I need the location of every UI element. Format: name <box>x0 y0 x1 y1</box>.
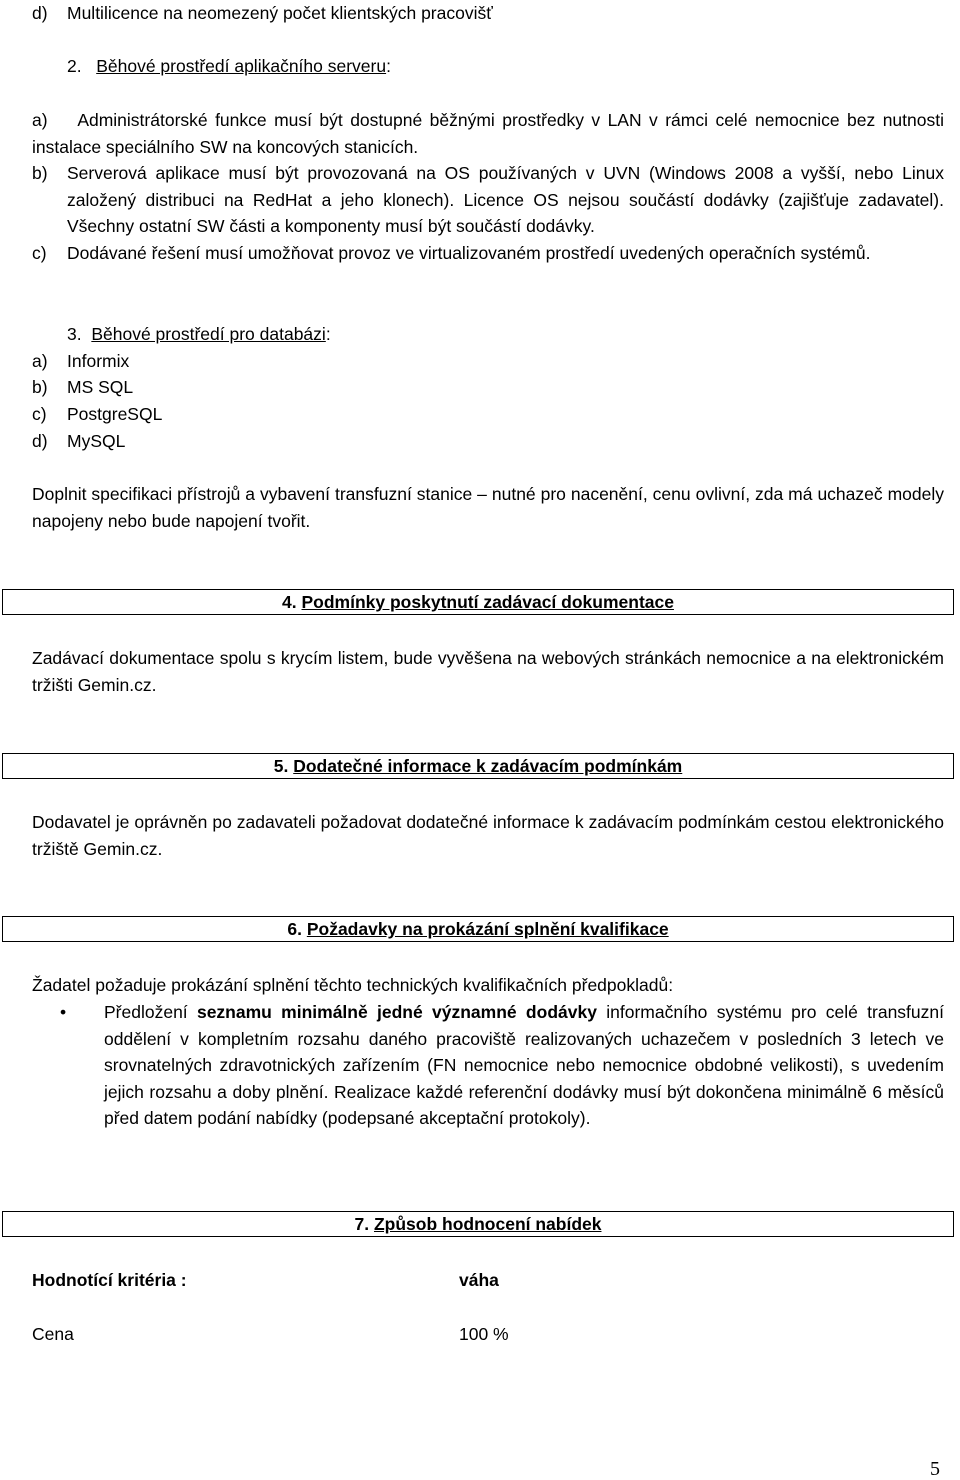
section-number: 4. <box>282 592 297 612</box>
section-5-body: Dodavatel je oprávněn po zadavateli požadovat dodatečné informace k zadávacím podmínkám cestou elektronického tržiště Gemin.cz. <box>32 812 944 859</box>
bullet-text-post: informačního systému pro celé transfuzní oddělení v kompletním rozsahu daného pracoviště realizovaných uchazečem v posledních 3 letech ve srovnatelných zdravotnických zařízením (FN nemocnice nebo nemocnice obdobné velikosti), s uvedením jejich rozsahu a doby plnění. Realizace každé referenční dodávky musí být dokončena minimálně 6 měsíců před datem podání nabídky (podepsané akceptační protokoly). <box>104 1002 944 1128</box>
list-item-text: MySQL <box>67 431 126 451</box>
section-number: 6. <box>287 919 302 939</box>
list-item <box>32 107 944 160</box>
list-item <box>32 160 944 240</box>
list-marker: b) <box>32 163 48 183</box>
section-6-intro: Žadatel požaduje prokázání splnění těchto technických kvalifikačních předpokladů: <box>32 975 674 995</box>
section-number: 7. <box>354 1214 370 1234</box>
list-item-text: PostgreSQL <box>67 404 163 424</box>
list-item <box>32 401 944 428</box>
section-title: Podmínky poskytnutí zadávací dokumentace <box>301 592 674 612</box>
note-paragraph: Doplnit specifikaci přístrojů a vybavení transfuzní stanice – nutné pro nacenění, cenu ovlivní, zda má uchazeč modely napojeny nebo bude napojení tvořit. <box>32 484 944 531</box>
list-marker: c) <box>32 243 47 263</box>
list-item <box>32 348 944 375</box>
list-marker: d) <box>32 431 48 451</box>
section-number: 2. <box>67 56 82 76</box>
section-title: Způsob hodnocení nabídek <box>373 1214 602 1234</box>
section-4-heading-box <box>2 589 954 615</box>
list-marker: a) <box>32 351 48 371</box>
bullet-text-bold: seznamu minimálně jedné významné dodávky <box>196 1002 597 1022</box>
section-title: Běhové prostředí pro databázi <box>91 324 326 344</box>
criteria-header: Hodnotící kritéria : <box>32 1270 187 1290</box>
bullet-text-pre: Předložení <box>104 1002 197 1022</box>
section-6-heading-box <box>2 916 954 942</box>
list-marker: b) <box>32 377 48 397</box>
list-item-text: Informix <box>67 351 130 371</box>
page-number: 5 <box>930 1458 940 1480</box>
weight-cell: 100 % <box>459 1324 509 1344</box>
list-item-text: Multilicence na neomezený počet klientských pracovišť <box>67 3 493 23</box>
list-item-text: Serverová aplikace musí být provozovaná na OS používaných v UVN (Windows 2008 a vyšší, nebo Linux založený distribuci na RedHat a jeho klonech). Licence OS nejsou součástí dodávky (zajišťuje zadavatel). Všechny ostatní SW části a komponenty musí být součástí dodávky. <box>67 163 944 236</box>
section-2-heading <box>67 53 391 80</box>
bullet-icon: • <box>60 1002 67 1022</box>
list-marker: a) <box>32 110 48 130</box>
list-item <box>32 240 944 267</box>
list-item <box>32 428 944 455</box>
section-title-colon: : <box>325 324 331 344</box>
section-5-heading-box <box>2 753 954 779</box>
section-title: Požadavky na prokázání splnění kvalifikace <box>306 919 669 939</box>
section-3-heading <box>67 321 331 348</box>
list-marker: d) <box>32 3 48 23</box>
weight-header: váha <box>459 1270 499 1290</box>
section-number: 5. <box>273 756 289 776</box>
section-number: 3. <box>67 324 82 344</box>
section-4-body: Zadávací dokumentace spolu s krycím listem, bude vyvěšena na webových stránkách nemocnice a na elektronickém tržišti Gemin.cz. <box>32 648 944 695</box>
list-item-text: MS SQL <box>67 377 134 397</box>
section-title-colon: : <box>386 56 391 76</box>
criterion-cell: Cena <box>32 1324 74 1344</box>
list-item <box>32 374 944 401</box>
list-item <box>32 0 944 27</box>
list-item-text: Dodávané řešení musí umožňovat provoz ve virtualizovaném prostředí uvedených operačních systémů. <box>67 243 871 263</box>
list-marker: c) <box>32 404 47 424</box>
section-title: Dodatečné informace k zadávacím podmínkám <box>293 756 683 776</box>
section-title: Běhové prostředí aplikačního serveru <box>96 56 387 76</box>
bullet-paragraph <box>104 999 944 1132</box>
list-item-text: Administrátorské funkce musí být dostupné běžnými prostředky v LAN v rámci celé nemocnice bez nutnosti instalace speciálního SW na koncových stanicích. <box>32 110 944 157</box>
section-7-heading-box <box>2 1211 954 1237</box>
